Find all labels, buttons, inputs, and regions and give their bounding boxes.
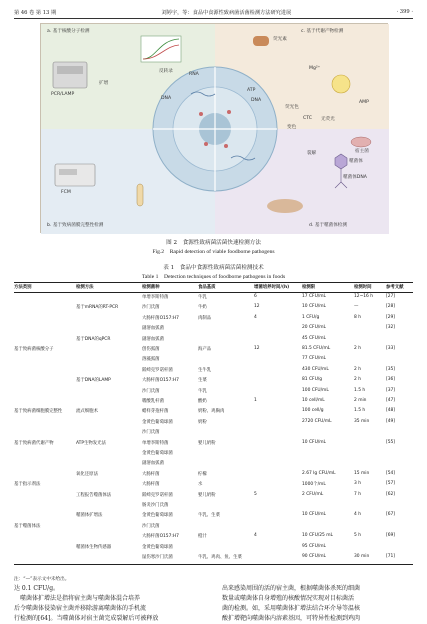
body-line: 行检测的[64]。当噬菌体对宿主菌完成裂解后可被释放: [14, 615, 159, 622]
label-mg: Mg²⁺: [309, 66, 321, 71]
table-cell: 100 cell/g: [302, 408, 324, 414]
label-atp: ATP: [247, 88, 256, 93]
table-row: [14, 449, 413, 457]
table-cell: 阪崎克罗诺杆菌: [142, 367, 173, 373]
table-cell: 1 CFU/g: [302, 314, 320, 320]
table-cell: 金黄色葡萄球菌: [142, 451, 173, 456]
table-cell: [57]: [386, 481, 396, 487]
table-row: [14, 511, 413, 519]
table-cell: ATP生物发光法: [76, 440, 106, 446]
table-cell: 检测菌种: [142, 285, 160, 290]
body-column-right: [222, 584, 412, 624]
panel-a-title: a. 基于核酸分子检测: [47, 29, 90, 34]
running-header: [14, 7, 413, 17]
label-lysis: 裂解: [307, 151, 317, 156]
table-cell: 婴儿奶粉: [198, 440, 216, 446]
table-cell: 1.5 h: [354, 387, 366, 393]
table-cell: 12~16 h: [354, 294, 374, 299]
table-cell: 2 h: [354, 377, 361, 383]
body-line: 达 0.1 CFU/g。: [14, 585, 60, 592]
table-row: [14, 293, 413, 301]
table-row: [14, 387, 413, 395]
table-cell: 水: [198, 482, 203, 488]
table-cell: 奶粉、鸡胸肉: [198, 409, 225, 415]
body-line: 菌的检测。如，采用噬菌体扩增法结合环介导等温核: [222, 605, 361, 612]
table-cell: 大肠杆菌O157:H7: [142, 378, 179, 384]
table-row: [14, 532, 413, 540]
table-cell: 基于DNA的qPCR: [76, 336, 111, 342]
table-cell: 10 cell/mL: [302, 398, 325, 403]
bioluminescence-bulb: [332, 75, 350, 93]
table-caption-en: Table 1 Detection techniques of foodborne pathogens in foods: [141, 274, 286, 280]
table-cell: 2.67 lg CFU/mL: [302, 470, 336, 476]
table-cell: 氧化还原法: [76, 471, 98, 477]
table-cell: 检测时间: [354, 285, 372, 290]
table-cell: 30 min: [354, 554, 370, 559]
label-ctc: CTC: [303, 116, 312, 121]
table-cell: 橙汁: [198, 534, 207, 540]
table-cell: 噬菌体生物传感器: [76, 544, 112, 550]
table-cell: 生牛乳: [198, 367, 212, 373]
table-cell: [49]: [386, 418, 396, 424]
figure-caption-cn: 图 2 食源性致病菌活菌快速检测方法: [166, 240, 261, 246]
table-cell: 沙门氏菌: [142, 305, 160, 311]
table-cell: [33]: [386, 346, 396, 351]
table-cell: 基于mRNA的RT-PCR: [76, 305, 119, 311]
table-cell: [27]: [386, 294, 396, 299]
table-cell: [67]: [386, 512, 396, 518]
body-column-left: [14, 584, 204, 624]
table-cell: 95 CFU/mL: [302, 543, 326, 549]
table-cell: 沙门氏菌: [142, 388, 160, 394]
food-sample-c: [253, 36, 269, 46]
table-row: [14, 345, 413, 353]
label-phage: 噬菌体: [349, 159, 363, 164]
table-cell: [69]: [386, 533, 396, 539]
table-cell: 大肠杆菌: [142, 482, 160, 488]
body-line: 数量或噬菌体自身增殖的核酸情况实现对目标菌活: [222, 595, 355, 602]
label-amp: AMP: [359, 100, 369, 105]
figure-illustration: [41, 24, 389, 234]
table-row: [14, 314, 413, 322]
table-cell: [28]: [386, 304, 396, 310]
table-cell: 牛奶: [198, 305, 207, 311]
table-cell: 2720 CFU/mL: [302, 418, 332, 424]
table-row: [14, 480, 413, 488]
table-row: [14, 428, 413, 436]
table-cell: 单增李斯特菌: [142, 440, 169, 446]
table-cell: 10 CFU/mL: [302, 512, 326, 518]
table-cell: [62]: [386, 491, 396, 497]
host-cell-d: [351, 137, 371, 147]
table-cell: 100 CFU/mL: [302, 387, 329, 393]
table-row: [14, 543, 413, 551]
table-cell: 1: [254, 398, 257, 403]
table-cell: 8 h: [354, 314, 361, 320]
label-fcm: FCM: [61, 190, 71, 195]
table-cell: 柠檬: [198, 471, 207, 477]
label-amplify: 扩增: [99, 81, 109, 86]
table-cell: 沙门氏菌: [142, 523, 160, 529]
table-cell: 阪崎克罗诺杆菌: [142, 492, 173, 498]
body-line: 后令噬菌体侵染宿主菌并移除游离噬菌体的手机流: [14, 605, 147, 612]
body-line: 出来感染周围的活的宿主菌，根据噬菌体杀死的细菌: [222, 585, 361, 592]
table-cell: 90 CFU/mL: [302, 554, 326, 559]
table-cell: 大肠杆菌O157:H7: [142, 315, 179, 321]
label-dna-c: DNA: [251, 98, 262, 103]
table-cell: 4 h: [354, 512, 361, 518]
table-cell: [47]: [386, 398, 396, 403]
label-nonfluor: 无荧光: [321, 117, 335, 122]
table-cell: 基于DNA的LAMP: [76, 378, 111, 384]
table-row: [14, 470, 413, 478]
table-cell: 奶粉: [198, 419, 207, 425]
page-number: · 399 ·: [396, 9, 413, 15]
table-cell: 大肠杆菌: [142, 471, 160, 477]
table-cell: 基于致病菌核酸分子: [14, 347, 54, 352]
table-cell: 45 CFU/mL: [302, 335, 326, 341]
table-cell: 参考文献: [386, 285, 404, 290]
table-row: [14, 366, 413, 374]
table-caption-cn: 表 1 食品中食源性致病菌活菌检测技术: [163, 265, 264, 271]
table-cell: 2 min: [354, 398, 367, 403]
table-cell: 17 CFU/mL: [302, 294, 326, 299]
label-phage-dna: 噬菌体DNA: [343, 175, 367, 180]
figure-2: [40, 23, 388, 233]
table-cell: 肠炎沙门氏菌: [142, 503, 169, 508]
table-cell: 4: [254, 314, 257, 320]
pcr-instrument: [53, 62, 87, 88]
table-header-row: [14, 283, 413, 291]
table-cell: 单增李斯特菌: [142, 295, 169, 300]
table-cell: 7 h: [354, 491, 361, 497]
table-cell: 77 CFU/mL: [302, 356, 326, 362]
header-rule: [14, 18, 413, 19]
table-cell: 牛乳、鸡肉、鱼、生菜: [198, 555, 242, 560]
table-cell: 检测限: [302, 285, 316, 290]
table-cell: 方法类别: [14, 285, 32, 290]
table-cell: 2 h: [354, 366, 361, 372]
table-cell: 35 min: [354, 418, 370, 424]
table-cell: [29]: [386, 314, 396, 320]
table-cell: 6: [254, 294, 257, 299]
table-bottom-rule: [14, 564, 413, 565]
table-cell: 金黄色葡萄球菌: [142, 419, 173, 425]
table-cell: 蜡样芽孢杆菌: [142, 409, 169, 415]
table-row: [14, 553, 413, 561]
table-row: [14, 376, 413, 384]
table-row: [14, 303, 413, 311]
table-cell: 81 CFU/g: [302, 377, 323, 383]
table-cell: 基于指示剂法: [14, 482, 41, 488]
table-cell: 1000个/mL: [302, 482, 326, 488]
label-luciferin: 荧光素: [273, 37, 287, 42]
table-row: [14, 522, 413, 530]
table-cell: 10 CFU/mL: [302, 439, 326, 445]
table-row: [14, 335, 413, 343]
table-cell: 副溶血弧菌: [142, 461, 164, 467]
table-cell: [55]: [386, 439, 396, 445]
table-cell: 创伤弧菌: [142, 347, 160, 352]
table-row: [14, 491, 413, 499]
table-cell: [71]: [386, 554, 396, 559]
table-cell: 牛乳: [198, 295, 207, 300]
table-cell: 流式细胞术: [76, 409, 98, 415]
table-cell: [54]: [386, 470, 396, 476]
label-reverse: 反转录: [159, 69, 173, 74]
table-cell: 12: [254, 346, 260, 351]
table-cell: 10 CFU/mL: [302, 304, 326, 310]
table-cell: 2 CFU/mL: [302, 491, 324, 497]
table-cell: 婴儿奶粉: [198, 492, 216, 498]
panel-b-title: b. 基于致病菌膜完整性检测: [47, 223, 104, 228]
table-cell: 食品基质: [198, 285, 216, 290]
table-row: [14, 501, 413, 509]
label-rna: RNA: [189, 72, 199, 77]
label-host: 宿主菌: [355, 149, 369, 154]
body-line: 酸扩增靶向噬菌体内溶素基因，可特异性检测到鸡肉: [222, 615, 361, 622]
table-row: [14, 407, 413, 415]
label-dna: DNA: [161, 96, 172, 101]
table-cell: 溶藻弧菌: [142, 357, 160, 363]
table-cell: 大肠杆菌O157:H7: [142, 534, 179, 540]
table-cell: [32]: [386, 325, 396, 331]
table-cell: —: [354, 304, 359, 310]
table-cell: 金黄色葡萄球菌: [142, 544, 173, 550]
body-line: 噬菌体扩增法是指将宿主菌与噬菌体混合培养: [14, 595, 141, 602]
table-cell: [36]: [386, 377, 396, 383]
label-fluor: 荧光色: [285, 105, 299, 110]
table-cell: 81.5 CFU/mL: [302, 346, 331, 351]
table-cell: 基于噬菌体法: [14, 523, 41, 529]
table-cell: 牛乳、生菜: [198, 513, 220, 519]
table-cell: 10 CFU/25 mL: [302, 533, 333, 539]
table-row: [14, 324, 413, 332]
table-cell: 金黄色葡萄球菌: [142, 513, 173, 519]
table-row: [14, 418, 413, 426]
table-cell: 基于致病菌代谢产物: [14, 440, 54, 446]
label-pcr: PCR/LAMP: [51, 92, 75, 97]
table-cell: 副溶血弧菌: [142, 336, 164, 342]
table-cell: 鼠伤寒沙门氏菌: [142, 555, 173, 560]
table-cell: 12: [254, 304, 260, 310]
table-cell: 基于致病菌细胞膜完整性: [14, 409, 63, 415]
table-cell: 肉制品: [198, 315, 212, 321]
table-row: [14, 439, 413, 447]
table-cell: [37]: [386, 387, 396, 393]
panel-c-title: c. 基于代谢产物检测: [301, 29, 344, 34]
test-tube: [137, 184, 143, 206]
table-cell: [48]: [386, 408, 396, 414]
table-cell: 2 h: [354, 346, 361, 351]
table-cell: 5 h: [354, 533, 361, 539]
article-short-title: 刘婷宇，等：食品中食源性致病菌活菌检测方法研究进展: [161, 9, 292, 16]
table-note: 注：“—”表示文中未给出。: [14, 577, 70, 582]
table-cell: 15 min: [354, 470, 370, 476]
table-cell: 工程报告噬菌体法: [76, 492, 112, 498]
table-cell: 牛乳: [198, 388, 207, 394]
table-cell: 3 h: [354, 481, 361, 487]
table-cell: 嗜酸乳杆菌: [142, 399, 164, 404]
table-cell: 5: [254, 491, 257, 497]
table-cell: 增菌培养时间/(h): [254, 285, 290, 290]
table-cell: [35]: [386, 366, 396, 372]
table-cell: 酸奶: [198, 399, 207, 404]
table-cell: 430 CFU/mL: [302, 366, 329, 372]
table-cell: 检测方法: [76, 285, 94, 290]
food-sample-d: [267, 199, 303, 213]
table-cell: 副溶血弧菌: [142, 326, 164, 332]
panel-d-title: d. 基于噬菌体检测: [309, 223, 347, 228]
table-cell: 海产品: [198, 347, 212, 352]
label-colored: 变色: [287, 125, 297, 130]
volume-issue: 第 46 卷 第 13 期: [14, 9, 57, 16]
table-row: [14, 355, 413, 363]
table-cell: 生菜: [198, 378, 207, 384]
table-cell: 1.5 h: [354, 408, 366, 414]
figure-caption-en: Fig.2 Rapid detection of viable foodborne pathogens: [152, 249, 275, 255]
table-cell: 4: [254, 533, 257, 539]
table-cell: 噬菌体扩增法: [76, 513, 103, 519]
table-row: [14, 459, 413, 467]
table-row: [14, 397, 413, 405]
table-cell: 20 CFU/mL: [302, 325, 326, 331]
table-cell: 沙门氏菌: [142, 430, 160, 436]
